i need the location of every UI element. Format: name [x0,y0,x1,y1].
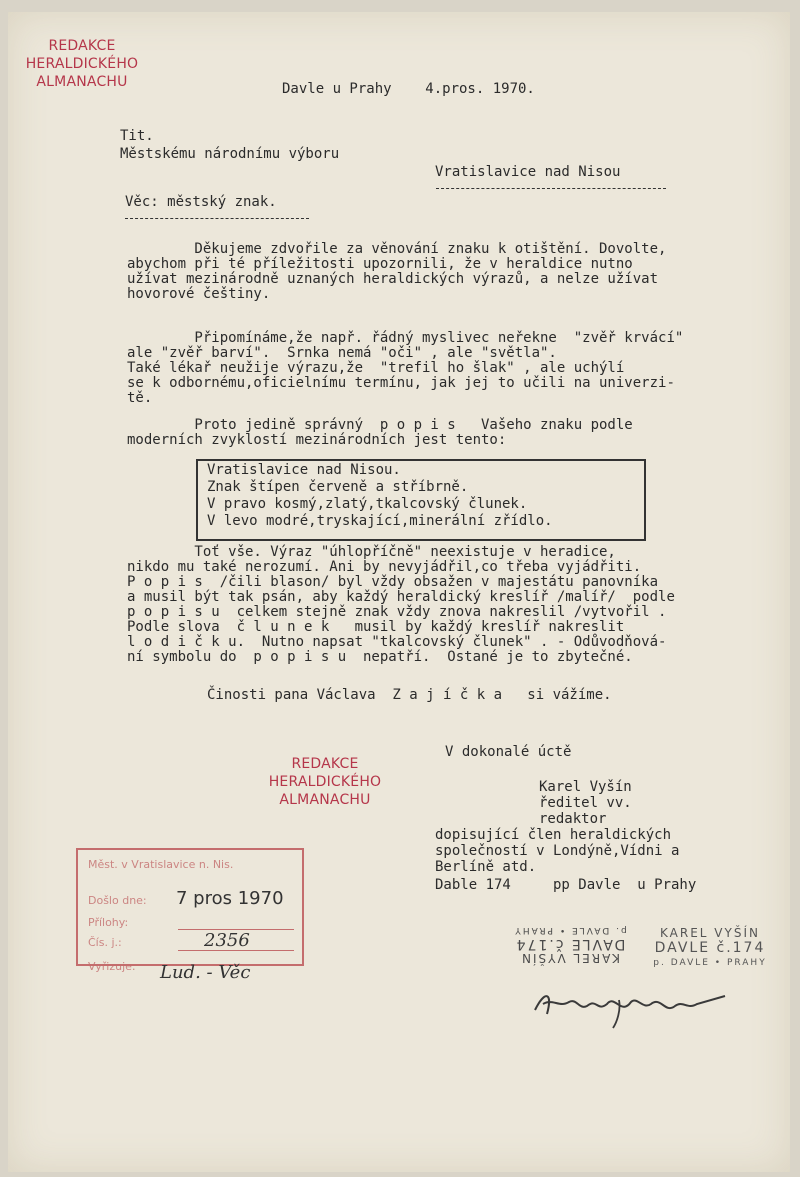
registry-number: 2356 [204,930,250,951]
mirrored-stamp-line2: DAVLE č.174 [514,936,626,952]
center-stamp [255,755,395,809]
addressee-line1: Městskému národnímu výboru [120,146,340,162]
letterhead-line2: HERALDICKÉHO [25,56,139,72]
registry-label-received: Došlo dne: [88,894,147,907]
blazon-line: V levo modré,tryskající,minerální zřídlo. [207,513,553,529]
address-stamp-line3: p. DAVLE • PRAHY [653,958,767,968]
registry-label-attachments: Přílohy: [88,916,129,929]
body-line: l o d i č k u. Nutno napsat "tkalcovský člunek" . - Odůvodňová- [127,634,667,650]
handwritten-signature [525,980,765,1030]
body-line: Proto jedině správný p o p i s Vašeho znaku podle [127,417,633,433]
addressee-salutation: Tit. [120,128,154,144]
town-underline [436,188,666,189]
body-line: Připomínáme,že např. řádný myslivec neřekne "zvěř krvácí" [127,330,684,346]
body-line: ale "zvěř barví". Srnka nemá "oči" , ale "světla". [127,345,557,361]
center-stamp-line3: ALMANACHU [279,792,371,808]
subject-underline [125,218,309,219]
addressee-town: Vratislavice nad Nisou [435,164,621,180]
registry-date: 7 pros 1970 [176,888,284,909]
body-line: tě. [127,390,153,406]
letterhead-line1: REDAKCE [48,38,116,54]
registry-row1: Měst. v Vratislavice n. Nis. [88,858,234,871]
blazon-line: Vratislavice nad Nisou. [207,462,401,478]
place-date: Davle u Prahy 4.pros. 1970. [282,81,535,97]
mirrored-stamp-line3: p. DAVLE • PRAHY [513,925,627,935]
signature-line: Berlíně atd. [435,859,537,875]
body-line: Také lékař neužije výrazu,že "trefil ho šlak" , ale uchýlí [127,360,625,376]
body-line: užívat mezinárodně uznaných heraldických výrazů, a nelze užívat [127,271,659,287]
signature-line: Karel Vyšín [480,779,632,795]
address-stamp-line2: DAVLE č.174 [654,940,766,956]
subject-line: Věc: městský znak. [125,194,277,210]
signature-line: Dable 174 pp Davle u Prahy [435,877,697,893]
body-line: p o p i s u celkem stejně znak vždy znova nakreslil /vytvořil . [127,604,667,620]
registry-handled-by: Lud. - Věc [160,962,251,983]
body-line: nikdo mu také nerozumí. Ani by nevyjádřil,co třeba vyjádřiti. [127,559,642,575]
body-line: Toť vše. Výraz "úhlopříčně" neexistuje v heradice, [127,544,616,560]
signature-line: ředitel vv. [480,795,632,811]
body-line: moderních zvyklostí mezinárodních jest tento: [127,432,507,448]
registry-label-handled: Vyřizuje: [88,960,136,973]
letterhead-line3: ALMANACHU [36,74,128,90]
address-stamp-line1: KAREL VYŠÍN [660,926,760,940]
body-line: abychom při té příležitosti upozornili, že v heraldice nutno [127,256,633,272]
body-line: a musil být tak psán, aby každý heraldický kreslíř /malíř/ podle [127,589,675,605]
center-stamp-line1: REDAKCE [291,756,359,772]
signature-line: V dokonalé úctě [445,744,572,760]
body-line: ní symbolu do p o p i s u nepatří. Ostané je to zbytečné. [127,649,633,665]
center-stamp-line2: HERALDICKÉHO [268,774,382,790]
registry-label-number: Čís. j.: [88,936,122,949]
body-line: P o p i s /čili blason/ byl vždy obsažen v majestátu panovníka [127,574,659,590]
body-line: Podle slova č l u n e k musil by každý kreslíř nakreslit [127,619,625,635]
blazon-line: V pravo kosmý,zlatý,tkalcovský člunek. [207,496,528,512]
body-line: hovorové češtiny. [127,286,271,302]
signature-line: společností v Londýně,Vídni a [435,843,680,859]
closing-line: Činosti pana Václava Z a j í č k a si vážíme. [207,687,612,703]
mirrored-stamp [505,923,635,965]
letterhead-stamp [22,37,142,91]
body-line: se k odbornému,oficielnímu termínu, jak jej to učili na univerzi- [127,375,675,391]
mirrored-stamp-line1: KAREL VYŠÍN [520,951,620,965]
blazon-line: Znak štípen červeně a stříbrně. [207,479,469,495]
signature-line: redaktor [480,811,607,827]
body-line: Děkujeme zdvořile za věnování znaku k otištění. Dovolte, [127,241,667,257]
address-stamp [640,926,780,971]
registry-line [178,950,294,951]
signature-line: dopisující člen heraldických [435,827,672,843]
